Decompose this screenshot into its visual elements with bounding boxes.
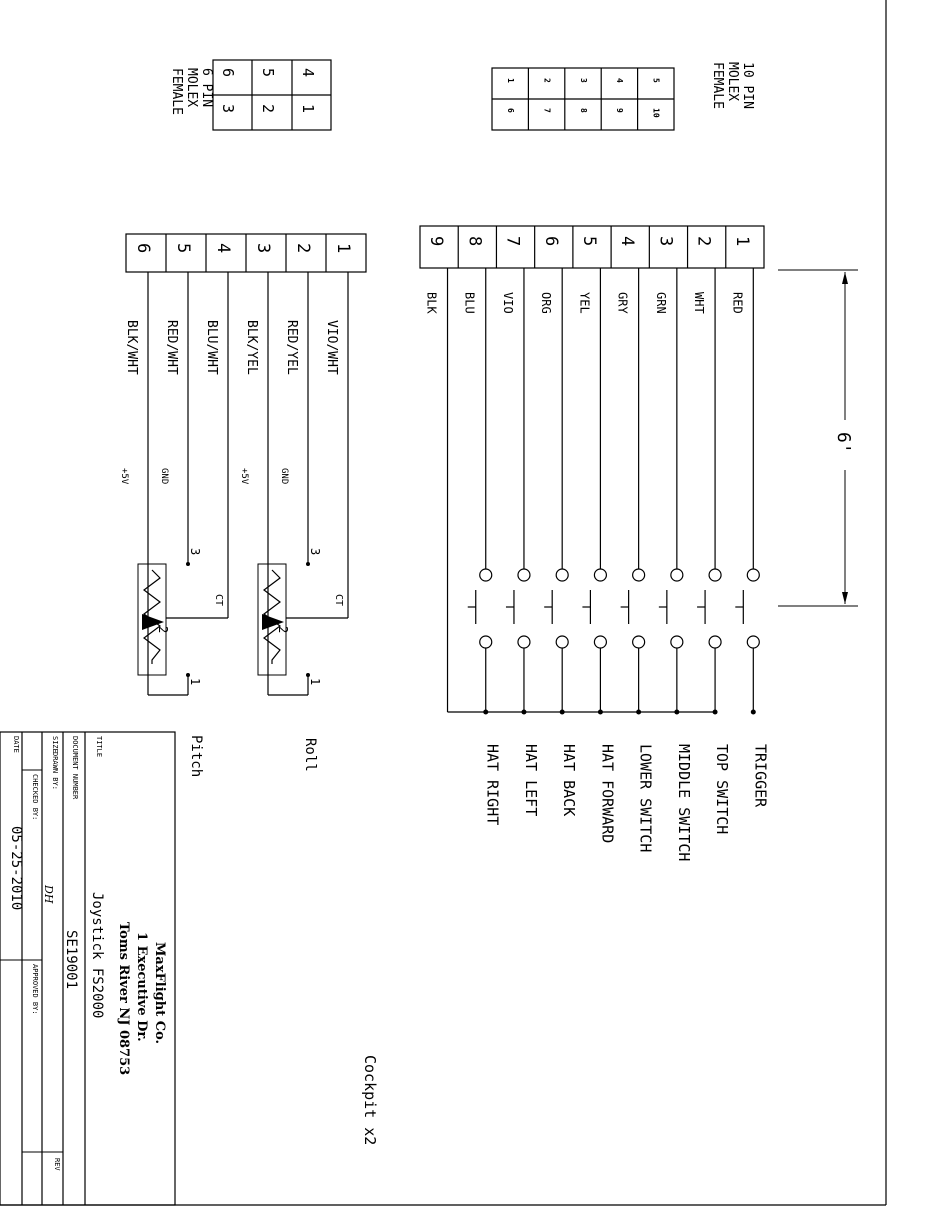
connector-10pin-pin-label: 4: [615, 78, 625, 83]
pot-junction: [186, 562, 190, 566]
switch-contact: [518, 636, 530, 648]
drawing-title: Joystick FS2000: [89, 892, 105, 1019]
checked-by-field-label: CHECKED BY:: [31, 774, 39, 821]
pot-pin-number: 4: [213, 243, 233, 254]
switch-pin-number: 2: [693, 236, 714, 247]
pot-wire-color: BLK/YEL: [244, 320, 259, 375]
connector-6pin-pin-label: 3: [219, 104, 237, 114]
bus-junction: [713, 710, 718, 715]
connector-10pin-pin-label: 9: [615, 108, 625, 113]
switch-wire-color: RED: [730, 292, 745, 314]
pot-pin-number: 6: [133, 243, 153, 254]
switch-function-label: TOP SWITCH: [713, 744, 732, 835]
pot-junction: [306, 673, 310, 677]
switch-contact: [671, 636, 683, 648]
date-field-label: DATE: [12, 736, 20, 753]
connector-10pin-pin-label: 7: [542, 108, 552, 113]
pot-ct-label: CT: [213, 594, 224, 607]
connector-10pin: [492, 62, 755, 130]
connector-6pin-label: 6 PIN: [199, 68, 214, 108]
connector-10pin-label: 10 PIN: [740, 62, 755, 109]
company-address-line: Toms River NJ 08753: [116, 922, 131, 1076]
switch-contact: [747, 636, 759, 648]
company-address-line: MaxFlight Co.: [152, 942, 167, 1045]
connector-6pin-pin-label: 4: [299, 68, 317, 78]
switch-contact: [594, 636, 606, 648]
cockpit-note: Cockpit x2: [361, 1055, 379, 1146]
roll-label: Roll: [302, 738, 318, 772]
title-field-label: TITLE: [95, 736, 103, 758]
bus-junction: [636, 710, 641, 715]
pot-pin-1-label: 1: [188, 678, 202, 686]
docnum-field-label: DOCUMENT NUMBER: [71, 736, 79, 800]
pot-wire-color: RED/WHT: [164, 320, 179, 375]
company-address-line: 1 Executive Dr.: [134, 932, 149, 1042]
pot-net-label: GND: [159, 468, 169, 485]
switch-wire-color: BLU: [462, 292, 477, 314]
switch-wire-color: BLK: [424, 292, 439, 314]
connector-6pin-pin-label: 1: [299, 104, 317, 114]
switch-wire-color: YEL: [577, 292, 592, 314]
switch-function-label: MIDDLE SWITCH: [674, 744, 693, 862]
switch-wire-color: GRN: [653, 292, 668, 314]
switch-contact: [518, 569, 530, 581]
pot-junction: [306, 562, 310, 566]
connector-10pin-pin-label: 6: [506, 108, 515, 113]
pot-pin-number: 5: [173, 243, 193, 254]
pot-pin-number: 2: [293, 243, 313, 254]
connector-6pin-label: FEMALE: [169, 68, 184, 115]
dimension-arrow: [842, 272, 848, 284]
bus-junction: [674, 710, 679, 715]
switch-wiring-block: [420, 226, 858, 861]
pot-wire-color: RED/YEL: [284, 320, 299, 375]
switch-wire-color: ORG: [539, 292, 554, 314]
pitch-label: Pitch: [188, 735, 204, 778]
pot-net-label: +5V: [119, 468, 129, 485]
pot-junction: [186, 673, 190, 677]
connector-6pin-pin-label: 6: [219, 68, 237, 78]
pot-wire-color: BLU/WHT: [204, 320, 219, 375]
bus-junction: [483, 710, 488, 715]
connector-10pin-pin-label: 2: [542, 78, 552, 83]
drawn-by-field-label: DRAWN BY:: [51, 752, 59, 790]
switch-function-label: TRIGGER: [751, 744, 770, 808]
switch-contact: [480, 636, 492, 648]
switch-contact: [556, 636, 568, 648]
connector-6pin-pin-label: 2: [259, 104, 277, 114]
switch-contact: [594, 569, 606, 581]
switch-contact: [633, 636, 645, 648]
switch-contact: [556, 569, 568, 581]
pot-net-label: +5V: [239, 468, 249, 485]
switch-contact: [709, 636, 721, 648]
switch-pin-number: 5: [579, 236, 599, 247]
switch-pin-number: 8: [464, 236, 485, 247]
switch-contact: [633, 569, 645, 581]
pot-pin-1-label: 1: [308, 678, 322, 686]
switch-pin-number: 6: [540, 236, 561, 247]
switch-wire-color: WHT: [692, 292, 707, 314]
connector-6pin: [169, 60, 331, 130]
pot-pin-number: 3: [253, 243, 273, 254]
pot-ct-label: CT: [333, 594, 344, 607]
size-field-label: SIZE: [51, 736, 59, 753]
pot-pin-2-label: 2: [156, 626, 170, 634]
switch-function-label: LOWER SWITCH: [636, 744, 655, 853]
pot-pin-number: 1: [333, 243, 353, 254]
switch-contact: [709, 569, 721, 581]
pot-pin-2-label: 2: [276, 626, 290, 634]
pot-pin-3-label: 3: [188, 548, 202, 556]
bus-junction: [598, 710, 603, 715]
connector-10pin-pin-label: 1: [506, 78, 515, 83]
connector-10pin-pin-label: 10: [651, 108, 661, 118]
approved-by-field-label: APPROVED BY:: [31, 964, 39, 1015]
cable-length-label: 6': [833, 432, 854, 454]
connector-10pin-label: FEMALE: [710, 62, 725, 109]
connector-6pin-pin-label: 5: [259, 68, 277, 78]
bus-junction: [560, 710, 565, 715]
switch-wire-color: VIO: [500, 292, 515, 314]
switch-contact: [480, 569, 492, 581]
switch-pin-number: 3: [655, 236, 676, 247]
pot-pin-3-label: 3: [308, 548, 322, 556]
dimension-arrow: [842, 592, 848, 604]
drawn-by-value: DH: [42, 885, 55, 904]
connector-10pin-label: MOLEX: [725, 62, 740, 102]
switch-function-label: HAT RIGHT: [483, 744, 502, 826]
connector-10pin-pin-label: 3: [578, 78, 588, 83]
drawing-date: 05-25-2010: [8, 826, 24, 911]
rev-field-label: REV: [53, 1158, 61, 1171]
bus-junction: [521, 710, 526, 715]
switch-terminal-strip: [420, 226, 764, 268]
connector-10pin-pin-label: 8: [578, 108, 588, 113]
connector-10pin-pin-label: 5: [651, 78, 661, 83]
switch-pin-number: 1: [731, 236, 752, 247]
document-number: SE19001: [63, 930, 79, 990]
switch-function-label: HAT BACK: [560, 744, 579, 817]
switch-contact: [671, 569, 683, 581]
connector-6pin-label: MOLEX: [184, 68, 199, 108]
switch-pin-number: 7: [502, 236, 523, 247]
potentiometer-wiring-block: [119, 234, 366, 777]
switch-contact: [747, 569, 759, 581]
pot-net-label: GND: [279, 468, 289, 485]
pot-wire-color: VIO/WHT: [324, 320, 339, 375]
switch-wire-color: GRY: [615, 292, 630, 314]
bus-junction: [751, 710, 756, 715]
switch-pin-number: 4: [617, 236, 638, 247]
switch-pin-number: 9: [426, 236, 447, 247]
switch-function-label: HAT FORWARD: [598, 744, 617, 844]
switch-function-label: HAT LEFT: [521, 744, 540, 817]
pot-wire-color: BLK/WHT: [124, 320, 139, 375]
title-block: [0, 732, 175, 1205]
